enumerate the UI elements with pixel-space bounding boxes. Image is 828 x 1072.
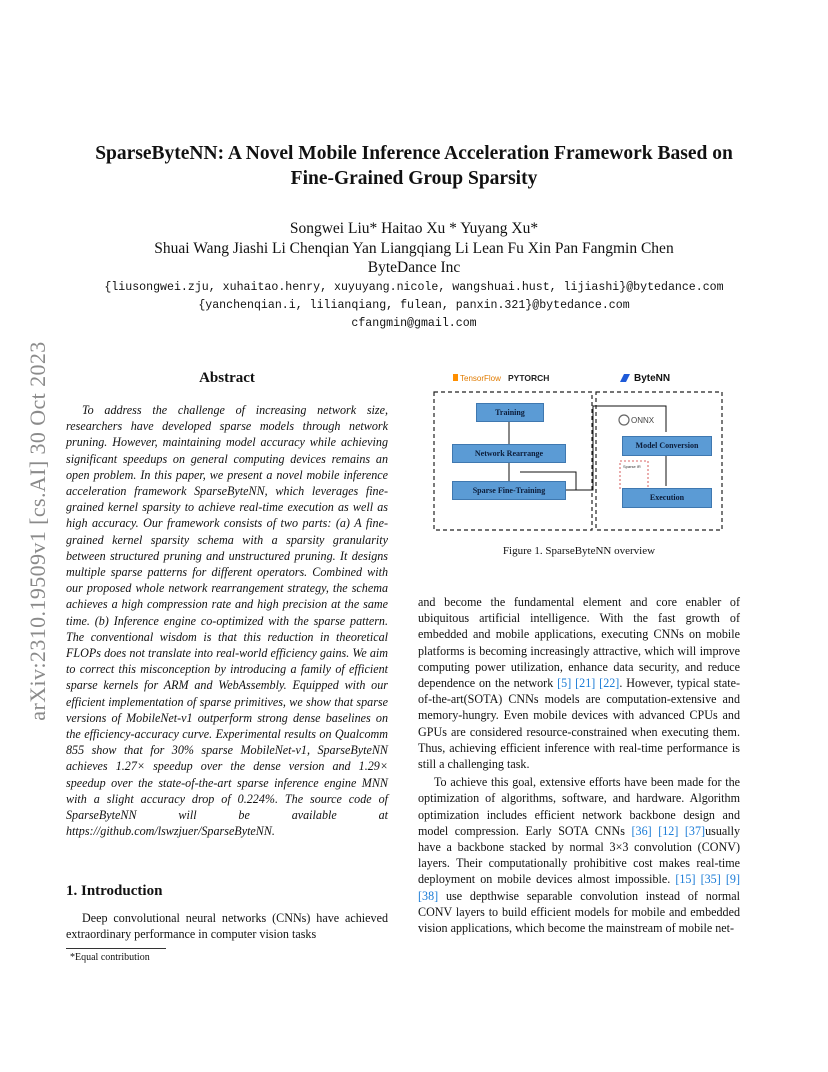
footnote: *Equal contribution bbox=[70, 952, 150, 963]
box-training: Training bbox=[476, 403, 544, 422]
intro-right-column bbox=[418, 594, 740, 936]
box-model-conversion: Model Conversion bbox=[622, 436, 712, 456]
intro-right-paragraph-2: To achieve this goal, extensive efforts have been made for the optimization of algorithms, software, and hardware. Algorithm optimization includes efficient network backbone design and model compression. Early SOTA CNNs [36] [12] [37]usually have a backbone stacked by normal 3×3 convolution (CONV) layers. Their computationally prohibitive cost makes real-time deployment on mobile devices almost impossible. [15] [35] [9] [38] use depthwise separable convolution instead of normal CONV layers to build efficient models for mobile and embedded vision applications, which become the mainstream of mobile net- bbox=[418, 775, 740, 936]
figure-caption: Figure 1. SparseByteNN overview bbox=[502, 545, 656, 557]
email-line-1: {liusongwei.zju, xuhaitao.henry, xuyuyang.nicole, wangshuai.hust, lijiashi}@bytedance.com bbox=[104, 281, 724, 294]
pytorch-logo-text: PYTORCH bbox=[508, 373, 550, 383]
abstract-text: To address the challenge of increasing network size, researchers have developed sparse models through network pruning. However, maintaining model accuracy while achieving significant speedups on general computing devices remains an open problem. In this paper, we present a novel mobile inference acceleration framework SparseByteNN, which leverages fine-grained kernel sparsity to achieve real-time execution as well as high accuracy. Our framework consists of two parts: (a) A fine-grained kernel sparsity schema with a sparsity granularity between structured pruning and unstructured pruning. It designs multiple sparse patterns for different operators. Combined with our proposed whole network rearrangement strategy, the schema achieves a high compression rate and high precision at the same time. (b) Inference engine co-optimized with the sparse pattern. The conventional wisdom is that this reduction in theoretical FLOPs does not translate into real-world efficiency gains. We aim to correct this misconception by introducing a family of efficient sparse kernels for ARM and WebAssembly. Equipped with our efficient implementation of sparse primitives, we show that sparse versions of MobileNet-v1 outperform strong dense baselines on the efficiency-accuracy curve. Experimental results on Qualcomm 855 show that for 30% sparse MobileNet-v1, SparseByteNN achieves 1.27× speedup over the dense version and 1.29× speedup over the state-of-the-art sparse inference engine MNN with a slight accuracy drop of 0.224%. The source code of SparseByteNN will be available at https://github.com/lswzjuer/SparseByteNN. bbox=[66, 403, 388, 839]
paper-title bbox=[0, 141, 828, 191]
title-line-2: Fine-Grained Group Sparsity bbox=[290, 168, 538, 189]
right-dashed-frame bbox=[596, 392, 722, 530]
citation-15[interactable]: [15] bbox=[675, 872, 696, 887]
bytenn-icon bbox=[620, 374, 630, 382]
citation-38[interactable]: [38] bbox=[418, 888, 439, 903]
figure-overview bbox=[430, 366, 730, 536]
tensorflow-icon bbox=[453, 374, 458, 381]
footnote-rule bbox=[66, 948, 166, 949]
citation-37[interactable]: [37] bbox=[684, 823, 706, 838]
citation-12[interactable]: [12] bbox=[658, 823, 679, 838]
intro-left-column bbox=[66, 910, 388, 942]
box-execution: Execution bbox=[622, 488, 712, 508]
abstract-body bbox=[66, 402, 388, 839]
affiliation: ByteDance Inc bbox=[367, 259, 461, 276]
intro-right-paragraph-1: and become the fundamental element and core enabler of ubiquitous artificial intelligence. With the fast growth of embedded and mobile applications, executing CNNs on mobile platforms is becoming increasingly attractive, which will improve computing power utilization, enhance data security, and reduce dependence on the network [5] [21] [22]. However, typical state-of-the-art(SOTA) CNNs models are computation-extensive and memory-hungry. Even mobile devices with advanced CPUs and GPUs are considered resource-constrained when executing them. Thus, achieving efficient inference with real-time performance is still a challenging task. bbox=[418, 595, 740, 772]
citation-21[interactable]: [21] bbox=[575, 676, 596, 691]
tensorflow-logo-text: TensorFlow bbox=[460, 374, 501, 383]
arxiv-id: arXiv:2310.19509v1 [cs.AI] 30 Oct 2023 bbox=[25, 341, 50, 721]
citation-36[interactable]: [36] bbox=[631, 823, 652, 838]
authors-line-2: Shuai Wang Jiashi Li Chenqian Yan Liangqiang Li Lean Fu Xin Pan Fangmin Chen bbox=[154, 240, 674, 257]
onnx-text: ONNX bbox=[631, 416, 655, 425]
section-heading-introduction: 1. Introduction bbox=[66, 883, 163, 899]
email-line-2: {yanchenqian.i, lilianqiang, fulean, panxin.321}@bytedance.com bbox=[198, 299, 630, 312]
box-sparse-fine-training: Sparse Fine-Training bbox=[452, 481, 566, 500]
citation-9[interactable]: [9] bbox=[725, 872, 740, 887]
intro-paragraph: Deep convolutional neural networks (CNNs) have achieved extraordinary performance in computer vision tasks bbox=[66, 911, 388, 942]
sparse-ir-text: Sparse IR bbox=[623, 464, 641, 469]
arxiv-sidebar bbox=[27, 296, 49, 766]
abstract-heading: Abstract bbox=[199, 370, 255, 386]
bytenn-logo-text: ByteNN bbox=[634, 373, 671, 384]
email-line-3: cfangmin@gmail.com bbox=[351, 317, 477, 330]
citation-5[interactable]: [5] bbox=[557, 676, 572, 691]
citation-35[interactable]: [35] bbox=[700, 872, 721, 887]
citation-22[interactable]: [22] bbox=[599, 676, 620, 691]
title-line-1: SparseByteNN: A Novel Mobile Inference Acceleration Framework Based on bbox=[95, 143, 733, 164]
authors-line-1: Songwei Liu* Haitao Xu * Yuyang Xu* bbox=[289, 220, 539, 237]
box-network-rearrange: Network Rearrange bbox=[452, 444, 566, 463]
onnx-icon bbox=[619, 415, 629, 425]
